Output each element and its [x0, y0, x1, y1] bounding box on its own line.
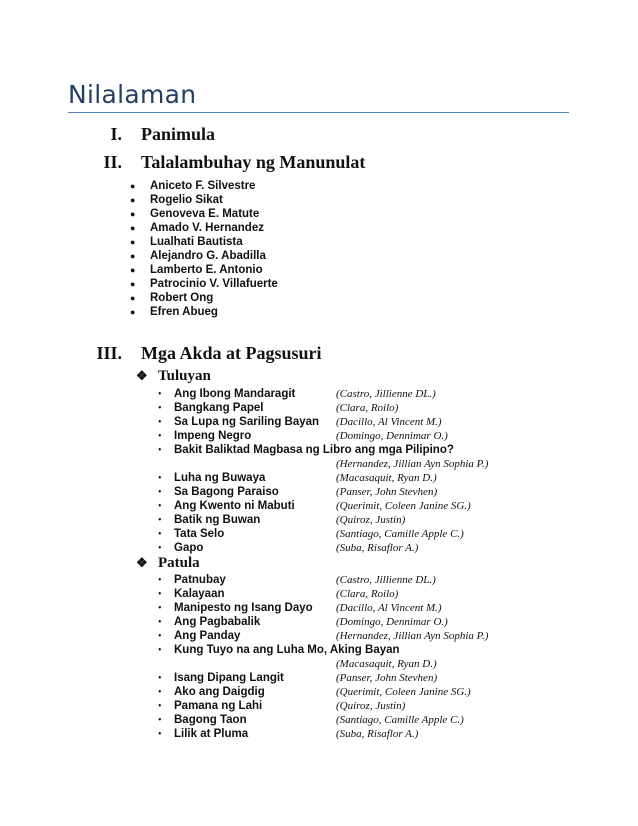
- work-author: (Macasaquit, Ryan D.): [336, 658, 437, 670]
- work-author: (Domingo, Dennimar O.): [336, 616, 448, 628]
- work-author: (Macasaquit, Ryan D.): [336, 472, 437, 484]
- work-title: Ang Ibong Mandaragit: [174, 388, 296, 400]
- work-title: Sa Lupa ng Sariling Bayan: [174, 416, 320, 428]
- bullet-icon: ●: [130, 195, 136, 205]
- work-title: Lilik at Pluma: [174, 728, 249, 740]
- work-title: Tata Selo: [174, 528, 225, 540]
- bullet-icon: •: [158, 729, 162, 740]
- work-title: Ako ang Daigdig: [174, 686, 265, 698]
- work-title: Sa Bagong Paraiso: [174, 486, 279, 498]
- bullet-icon: •: [158, 543, 162, 554]
- work-title: Bagong Taon: [174, 714, 247, 726]
- work-author: (Castro, Jillienne DL.): [336, 574, 436, 586]
- work-title: Bakit Baliktad Magbasa ng Libro ang mga Pilipino?: [174, 444, 454, 456]
- work-title: Bangkang Papel: [174, 402, 264, 414]
- bullet-icon: •: [158, 673, 162, 684]
- work-title: Ang Kwento ni Mabuti: [174, 500, 295, 512]
- work-title: Ang Panday: [174, 630, 241, 642]
- bullet-icon: •: [158, 403, 162, 414]
- section-number: II.: [103, 152, 122, 172]
- section-label: Talalambuhay ng Manunulat: [141, 152, 366, 172]
- bullet-icon: •: [158, 417, 162, 428]
- bullet-icon: ●: [130, 265, 136, 275]
- section-number: III.: [96, 343, 122, 363]
- work-title: Impeng Negro: [174, 430, 252, 442]
- work-title: Kalayaan: [174, 588, 225, 600]
- bullet-icon: •: [158, 575, 162, 586]
- diamond-bullet-icon: ❖: [136, 368, 148, 383]
- author-name: Genoveva E. Matute: [150, 208, 260, 220]
- work-author: (Castro, Jillienne DL.): [336, 388, 436, 400]
- work-author: (Hernandez, Jillian Ayn Sophia P.): [336, 630, 489, 642]
- section-label: Mga Akda at Pagsusuri: [141, 343, 322, 363]
- author-name: Lualhati Bautista: [150, 236, 243, 248]
- author-name: Amado V. Hernandez: [150, 222, 264, 234]
- bullet-icon: •: [158, 603, 162, 614]
- bullet-icon: ●: [130, 293, 136, 303]
- page-title: Nilalaman: [68, 80, 197, 109]
- work-author: (Dacillo, Al Vincent M.): [336, 602, 442, 614]
- author-name: Lamberto E. Antonio: [150, 264, 263, 276]
- bullet-icon: ●: [130, 209, 136, 219]
- bullet-icon: •: [158, 645, 162, 656]
- subsection-label: Tuluyan: [158, 368, 211, 384]
- author-name: Alejandro G. Abadilla: [150, 250, 266, 262]
- work-author: (Querimit, Coleen Janine SG.): [336, 500, 471, 512]
- author-name: Patrocinio V. Villafuerte: [150, 278, 278, 290]
- work-author: (Suba, Risaflor A.): [336, 728, 419, 740]
- work-title: Gapo: [174, 542, 204, 554]
- work-title: Kung Tuyo na ang Luha Mo, Aking Bayan: [174, 644, 400, 656]
- author-name: Robert Ong: [150, 292, 214, 304]
- author-name: Efren Abueg: [150, 306, 218, 318]
- work-title: Manipesto ng Isang Dayo: [174, 602, 313, 614]
- bullet-icon: •: [158, 445, 162, 456]
- work-author: (Panser, John Stevhen): [336, 486, 438, 498]
- work-title: Ang Pagbabalik: [174, 616, 261, 628]
- author-name: Rogelio Sikat: [150, 194, 223, 206]
- work-author: (Santiago, Camille Apple C.): [336, 528, 464, 540]
- work-author: (Domingo, Dennimar O.): [336, 430, 448, 442]
- work-author: (Dacillo, Al Vincent M.): [336, 416, 442, 428]
- subsection-label: Patula: [158, 555, 200, 571]
- bullet-icon: •: [158, 701, 162, 712]
- bullet-icon: •: [158, 589, 162, 600]
- bullet-icon: •: [158, 487, 162, 498]
- bullet-icon: ●: [130, 279, 136, 289]
- bullet-icon: •: [158, 473, 162, 484]
- bullet-icon: •: [158, 389, 162, 400]
- bullet-icon: ●: [130, 307, 136, 317]
- work-title: Batik ng Buwan: [174, 514, 261, 526]
- bullet-icon: ●: [130, 251, 136, 261]
- bullet-icon: •: [158, 631, 162, 642]
- bullet-icon: ●: [130, 237, 136, 247]
- diamond-bullet-icon: ❖: [136, 555, 148, 570]
- title-divider: [68, 112, 569, 113]
- bullet-icon: •: [158, 617, 162, 628]
- work-title: Pamana ng Lahi: [174, 700, 263, 712]
- bullet-icon: •: [158, 715, 162, 726]
- work-author: (Panser, John Stevhen): [336, 672, 438, 684]
- work-author: (Santiago, Camille Apple C.): [336, 714, 464, 726]
- work-author: (Clara, Roilo): [336, 402, 399, 414]
- bullet-icon: •: [158, 529, 162, 540]
- section-number: I.: [110, 124, 122, 144]
- work-author: (Hernandez, Jillian Ayn Sophia P.): [336, 458, 489, 470]
- work-author: (Querimit, Coleen Janine SG.): [336, 686, 471, 698]
- work-title: Isang Dipang Langit: [174, 672, 284, 684]
- bullet-icon: ●: [130, 181, 136, 191]
- author-name: Aniceto F. Silvestre: [150, 180, 256, 192]
- work-author: (Suba, Risaflor A.): [336, 542, 419, 554]
- bullet-icon: •: [158, 515, 162, 526]
- work-title: Patnubay: [174, 574, 226, 586]
- bullet-icon: •: [158, 431, 162, 442]
- bullet-icon: •: [158, 687, 162, 698]
- work-author: (Clara, Roilo): [336, 588, 399, 600]
- work-author: (Quiroz, Justin): [336, 514, 406, 526]
- bullet-icon: ●: [130, 223, 136, 233]
- section-label: Panimula: [141, 124, 216, 144]
- work-author: (Quiroz, Justin): [336, 700, 406, 712]
- bullet-icon: •: [158, 501, 162, 512]
- work-title: Luha ng Buwaya: [174, 472, 266, 484]
